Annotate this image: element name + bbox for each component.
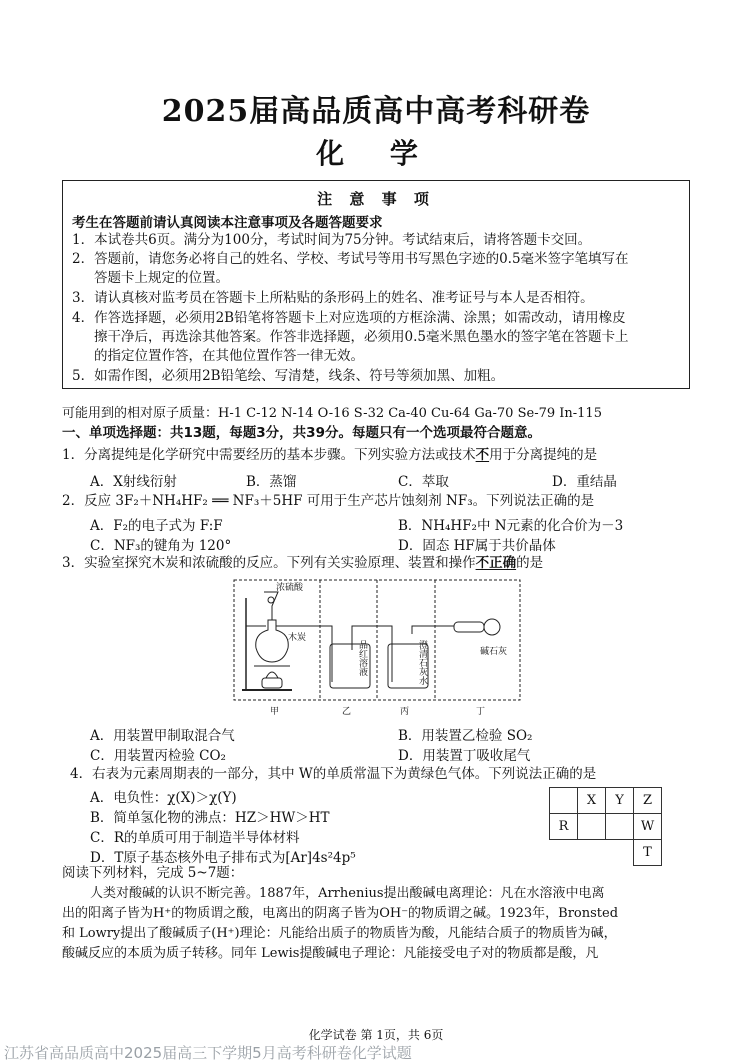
question-3-stem-a: 3．实验室探究木炭和浓硫酸的反应。下列有关实验原理、装置和操作 xyxy=(62,555,476,571)
q3-option-c: C．用装置丙检验 CO₂ xyxy=(90,748,226,764)
q4-option-c: C．R的单质可用于制造半导体材料 xyxy=(90,830,300,846)
q2-option-b: B．NH₄HF₂中 N元素的化合价为－3 xyxy=(398,518,624,534)
q3-option-d: D．用装置丁吸收尾气 xyxy=(398,748,531,764)
label-pinhong: 品红溶液 xyxy=(357,640,367,676)
table-cell: T xyxy=(634,840,662,866)
notice-item-2-cont: 答题卡上规定的位置。 xyxy=(94,270,229,286)
section-1-heading: 一、单项选择题：共13题，每题3分，共39分。每题只有一个选项最符合题意。 xyxy=(62,425,541,441)
page-footer: 化学试卷 第 1页，共 6页 xyxy=(308,1028,444,1042)
q3-option-a: A．用装置甲制取混合气 xyxy=(90,728,235,744)
notice-item-3: 3．请认真核对监考员在答题卡上所粘贴的条形码上的姓名、准考证号与本人是否相符。 xyxy=(72,290,594,306)
subject-title: 化 学 xyxy=(316,137,436,170)
alcohol-lamp xyxy=(262,678,282,688)
exam-title: 2025届高品质高中高考科研卷 xyxy=(161,94,591,129)
question-1-stem-b: 用于分离提纯的是 xyxy=(489,447,598,463)
question-4-stem: 4．右表为元素周期表的一部分，其中 W的单质常温下为黄绿色气体。下列说法正确的是 xyxy=(70,766,597,782)
q4-option-d: D．T原子基态核外电子排布式为[Ar]4s²4p⁵ xyxy=(90,850,356,866)
q3-option-b: B．用装置乙检验 SO₂ xyxy=(398,728,533,744)
question-2-stem: 2．反应 3F₂＋NH₄HF₂ ══ NF₃＋5HF 可用于生产芯片蚀刻剂 NF₃。下列说法正确的是 xyxy=(62,493,595,509)
table-cell xyxy=(550,840,578,866)
table-cell xyxy=(606,814,634,840)
reading-line-2: 出的阳离子皆为H⁺的物质谓之酸，电离出的阴离子皆为OH⁻的物质谓之碱。1923年，Bronsted xyxy=(62,906,619,921)
label-acid: 浓硫酸 xyxy=(276,583,304,593)
table-cell xyxy=(578,814,606,840)
q1-option-d: D．重结晶 xyxy=(552,474,617,490)
table-row xyxy=(550,814,662,840)
question-3-stem xyxy=(62,554,543,573)
delivery-tube-2 xyxy=(352,626,392,636)
label-yi: 乙 xyxy=(342,707,352,717)
table-cell: W xyxy=(634,814,662,840)
notice-heading: 注 意 事 项 xyxy=(317,190,435,208)
reading-line-3: 和 Lowry提出了酸碱质子(H⁺)理论：凡能给出质子的物质皆为酸，凡能结合质子的物质皆为碱， xyxy=(62,926,617,941)
notice-item-4: 4．作答选择题，必须用2B铅笔将答题卡上对应选项的方框涂满、涂黑；如需改动，请用橡皮 xyxy=(72,310,626,326)
q4-option-b: B．简单氢化物的沸点：HZ＞HW＞HT xyxy=(90,810,330,826)
delivery-tube-3 xyxy=(412,626,454,634)
q2-option-a: A．F₂的电子式为 F:F xyxy=(90,518,223,534)
label-sodalime: 碱石灰 xyxy=(480,647,508,657)
notice-item-1: 1．本试卷共6页。满分为100分，考试时间为75分钟。考试结束后，请将答题卡交回。 xyxy=(72,232,592,248)
atomic-masses: 可能用到的相对原子质量：H-1 C-12 N-14 O-16 S-32 Ca-40 Cu-64 Ga-70 Se-79 In-115 xyxy=(62,406,602,421)
drying-bulb xyxy=(484,619,500,635)
label-limewater: 澄清石灰水 xyxy=(417,640,427,685)
reading-line-1: 人类对酸碱的认识不断完善。1887年，Arrhenius提出酸碱电离理论：凡在水溶液中电离 xyxy=(90,886,605,901)
notice-item-2: 2．答题前，请您务必将自己的姓名、学校、考试号等用书写黑色字迹的0.5毫米签字笔填写在 xyxy=(72,251,629,267)
drying-tube xyxy=(454,622,484,632)
question-1-emphasis: 不 xyxy=(475,447,490,463)
q1-option-a: A．X射线衍射 xyxy=(90,474,177,490)
table-cell: R xyxy=(550,814,578,840)
label-ding: 丁 xyxy=(476,707,486,717)
question-1-stem-a: 1．分离提纯是化学研究中需要经历的基本步骤。下列实验方法或技术 xyxy=(62,447,476,463)
q2-option-d: D．固态 HF属于共价晶体 xyxy=(398,538,556,554)
table-cell: Y xyxy=(606,788,634,814)
table-row xyxy=(550,788,662,814)
label-jia: 甲 xyxy=(270,707,280,717)
question-1-stem xyxy=(62,446,597,465)
table-row xyxy=(550,840,662,866)
alcohol-lamp-flame xyxy=(266,672,278,678)
question-3-emphasis: 不正确 xyxy=(475,555,517,571)
reading-intro: 阅读下列材料，完成 5~7题： xyxy=(62,865,244,881)
table-cell xyxy=(606,840,634,866)
experiment-apparatus-diagram xyxy=(232,578,522,723)
q4-option-a: A．电负性：χ(X)＞χ(Y) xyxy=(90,790,237,806)
notice-item-4-cont-1: 擦干净后，再选涂其他答案。作答非选择题，必须用0.5毫米黑色墨水的签字笔在答题卡上 xyxy=(94,329,629,345)
question-3-stem-b: 的是 xyxy=(516,555,544,571)
notice-item-5: 5．如需作图，必须用2B铅笔绘、写清楚，线条、符号等须加黑、加粗。 xyxy=(72,368,505,384)
watermark-text: 江苏省高品质高中2025届高三下学期5月高考科研卷化学试题 xyxy=(4,1044,412,1062)
table-cell xyxy=(578,840,606,866)
reading-line-4: 酸碱反应的本质为质子转移。同年 Lewis提酸碱电子理论：凡能接受电子对的物质都是酸，凡 xyxy=(62,946,599,961)
q1-option-c: C．萃取 xyxy=(398,474,449,490)
dropping-funnel xyxy=(264,592,278,620)
q2-option-c: C．NF₃的键角为 120° xyxy=(90,538,232,554)
label-bing: 丙 xyxy=(400,707,410,717)
table-cell: X xyxy=(578,788,606,814)
periodic-table-fragment xyxy=(549,787,662,866)
notice-lead: 考生在答题前请认真阅读本注意事项及各题答题要求 xyxy=(72,215,383,231)
funnel-stopcock xyxy=(268,597,274,603)
table-cell: Z xyxy=(634,788,662,814)
q1-option-b: B．蒸馏 xyxy=(246,474,297,490)
label-charcoal: 木炭 xyxy=(288,633,307,643)
notice-item-4-cont-2: 的指定位置作答，在其他位置作答一律无效。 xyxy=(94,348,364,364)
table-cell xyxy=(550,788,578,814)
